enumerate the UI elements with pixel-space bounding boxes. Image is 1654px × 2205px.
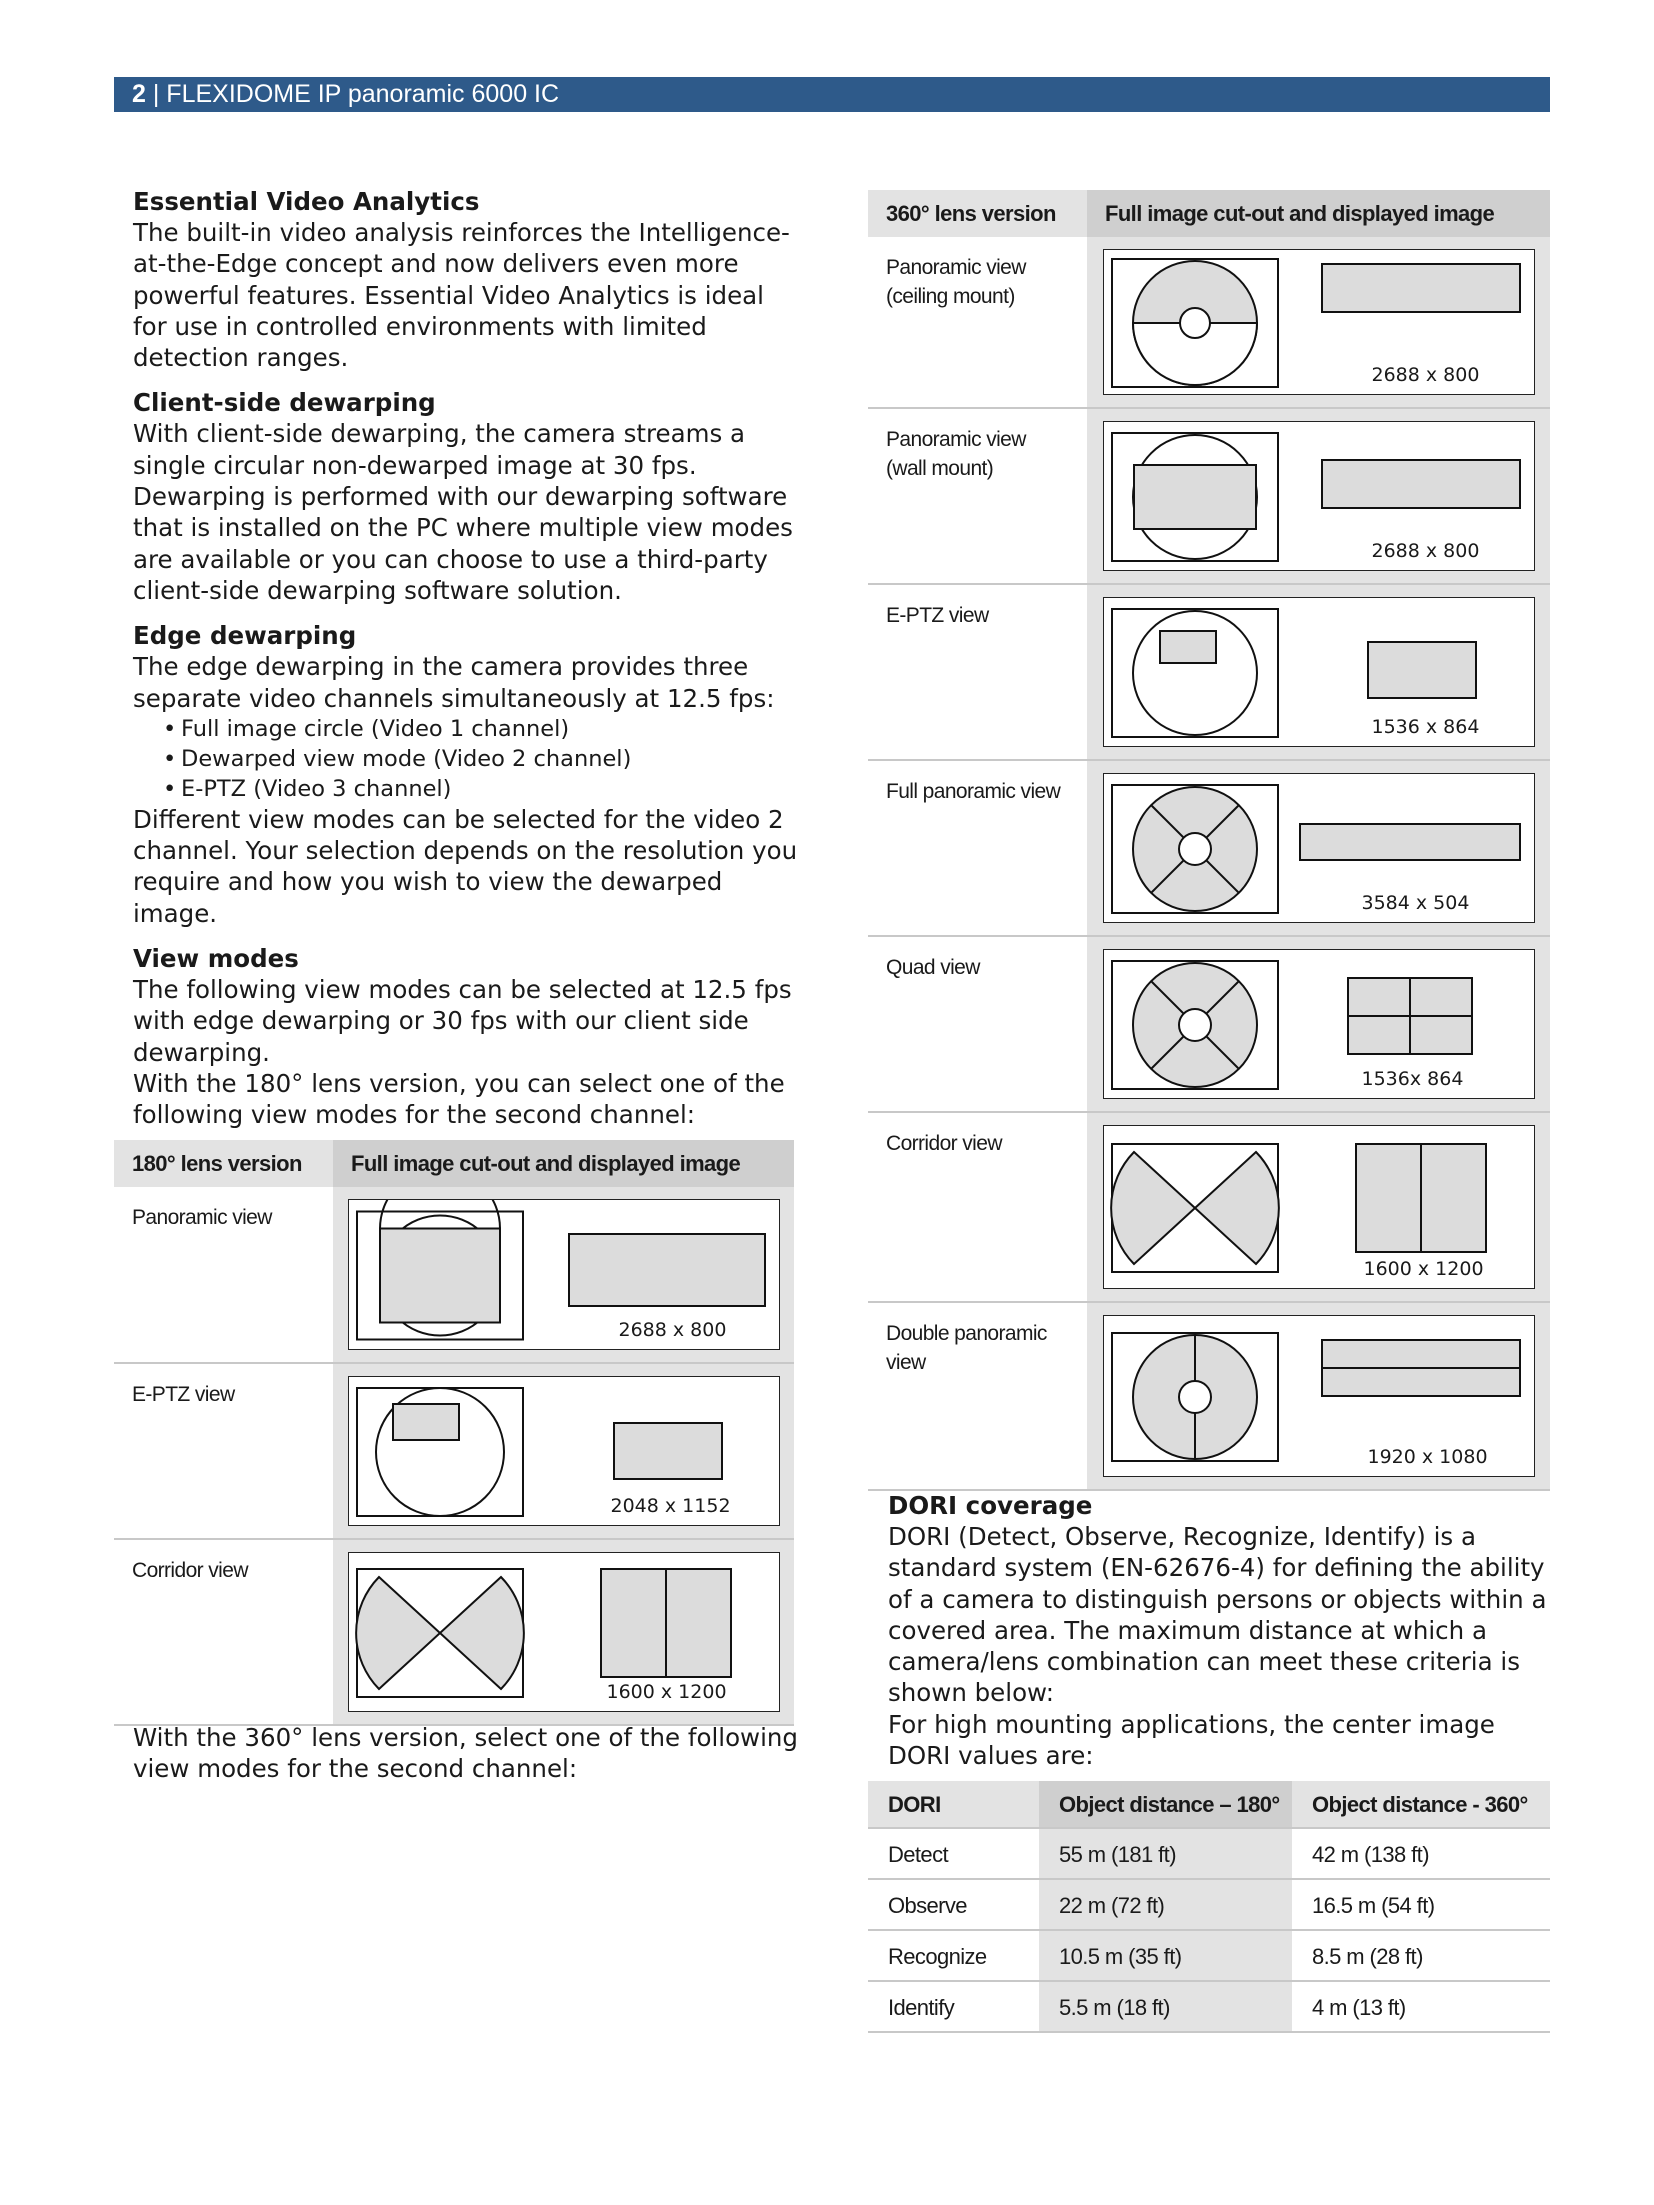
- table-cell: Recognize: [888, 1944, 987, 1969]
- resolution-label: 1536x 864: [1361, 1068, 1464, 1090]
- table-cell: Detect: [888, 1842, 948, 1867]
- table-row: [868, 1880, 1550, 1931]
- view-mode-label: Double panoramic view: [886, 1322, 1047, 1374]
- table-cell: 55 m (181 ft): [1039, 1829, 1292, 1878]
- page-header: [114, 77, 1550, 112]
- table-row-corridor: [114, 1540, 794, 1726]
- diagram-graphic: [1104, 950, 1536, 1100]
- section-body: With client-side dewarping, the camera streams a single circular non-dewarped image at 30 fps. Dewarping is performed with our dewarping software that is installed on the PC where multiple view modes are available or you can choose to use a third-party client-side dewarping software solution.: [133, 419, 793, 605]
- column-header: DORI: [868, 1781, 1039, 1827]
- resolution-label: 3584 x 504: [1361, 892, 1470, 914]
- section-client-side-dewarping: [133, 387, 803, 606]
- table-header: [868, 190, 1550, 237]
- view-mode-label: Panoramic view (ceiling mount): [886, 256, 1026, 308]
- table-cell: 4 m (13 ft): [1312, 1995, 1406, 2020]
- view-mode-diagram: [348, 1376, 780, 1526]
- page-number: 2: [132, 80, 146, 108]
- table-row-panoramic: [114, 1187, 794, 1364]
- section-heading: Client-side dewarping: [133, 388, 436, 418]
- resolution-label: 1600 x 1200: [1363, 1258, 1484, 1280]
- paragraph-360-intro: With the 360° lens version, select one of the following view modes for the second channel:: [133, 1723, 798, 1784]
- view-mode-label: Corridor view: [886, 1132, 1002, 1155]
- section-heading: View modes: [133, 944, 299, 974]
- resolution-label: 2688 x 800: [618, 1319, 727, 1341]
- image-cell: [1087, 237, 1550, 407]
- view-mode-diagram: [348, 1199, 780, 1350]
- section-body-2: With the 180° lens version, you can select one of the following view modes for the second channel:: [133, 1068, 785, 1130]
- resolution-label: 1600 x 1200: [606, 1681, 727, 1703]
- view-mode-diagram: [1103, 249, 1535, 395]
- image-cell: [1087, 761, 1550, 935]
- table-row-panoramic-ceiling: [868, 237, 1550, 409]
- table-row: [868, 1829, 1550, 1880]
- list-item: • Dewarped view mode (Video 2 channel): [163, 744, 803, 774]
- view-mode-diagram: [1103, 949, 1535, 1099]
- table-cell: 8.5 m (28 ft): [1312, 1944, 1423, 1969]
- table-cell: 16.5 m (54 ft): [1312, 1893, 1435, 1918]
- view-mode-label: Panoramic view: [132, 1206, 272, 1229]
- view-mode-diagram: [1103, 773, 1535, 923]
- view-mode-label: Quad view: [886, 956, 980, 979]
- view-mode-label: Full panoramic view: [886, 780, 1061, 803]
- table-row-full-panoramic: [868, 761, 1550, 937]
- image-cell: [1087, 585, 1550, 759]
- view-mode-diagram: [1103, 1315, 1535, 1477]
- image-cell: [1087, 1303, 1550, 1489]
- section-heading: Essential Video Analytics: [133, 187, 480, 216]
- table-row-e-ptz: [114, 1364, 794, 1540]
- section-body: The edge dewarping in the camera provides three separate video channels simultaneously at 12.5 fps:: [133, 652, 775, 713]
- table-row-e-ptz: [868, 585, 1550, 761]
- table-row: [868, 1931, 1550, 1982]
- section-body-2: Different view modes can be selected for the video 2 channel. Your selection depends on the resolution you require and how you wish to view the dewarped image.: [133, 804, 798, 928]
- column-header-image: Full image cut-out and displayed image: [1087, 190, 1550, 237]
- column-header-lens: 180° lens version: [114, 1140, 333, 1187]
- image-cell: [333, 1187, 794, 1362]
- table-360-lens: [868, 190, 1550, 1491]
- view-mode-diagram: [348, 1552, 780, 1712]
- view-mode-label: Panoramic view (wall mount): [886, 428, 1026, 480]
- image-cell: [333, 1364, 794, 1538]
- table-cell: 42 m (138 ft): [1312, 1842, 1429, 1867]
- table-cell: 5.5 m (18 ft): [1039, 1982, 1292, 2031]
- table-header: [114, 1140, 794, 1187]
- image-cell: [1087, 1113, 1550, 1301]
- section-heading: Edge dewarping: [133, 621, 357, 651]
- table-row-corridor: [868, 1113, 1550, 1303]
- resolution-label: 2688 x 800: [1371, 364, 1480, 386]
- column-header: Object distance – 180°: [1039, 1781, 1292, 1827]
- view-mode-label: Corridor view: [132, 1559, 248, 1582]
- view-mode-label: E-PTZ view: [886, 604, 989, 627]
- document-title: FLEXIDOME IP panoramic 6000 IC: [166, 80, 560, 108]
- table-header-row: [868, 1781, 1550, 1829]
- image-cell: [1087, 409, 1550, 583]
- left-column: [133, 186, 803, 1145]
- column-header-lens: 360° lens version: [868, 190, 1087, 237]
- section-edge-dewarping: [133, 620, 803, 929]
- section-dori-coverage: [888, 1490, 1548, 1771]
- table-cell: 10.5 m (35 ft): [1039, 1931, 1292, 1980]
- image-cell: [1087, 937, 1550, 1111]
- column-header: Object distance - 360°: [1292, 1781, 1550, 1827]
- view-mode-diagram: [1103, 597, 1535, 747]
- view-mode-diagram: [1103, 421, 1535, 571]
- table-cell: Observe: [888, 1893, 967, 1918]
- section-body: The following view modes can be selected at 12.5 fps with edge dewarping or 30 fps with our client side dewarping.: [133, 975, 792, 1067]
- section-essential-video-analytics: [133, 186, 803, 373]
- table-180-lens: [114, 1140, 794, 1726]
- section-body: The built-in video analysis reinforces the Intelligence-at-the-Edge concept and now delivers even more powerful features. Essential Video Analytics is ideal for use in controlled environments with limited detection ranges.: [133, 218, 790, 373]
- channel-list: [133, 714, 803, 804]
- table-cell: Identify: [888, 1995, 955, 2020]
- resolution-label: 2048 x 1152: [610, 1495, 731, 1517]
- table-row: [868, 1982, 1550, 2033]
- section-view-modes: [133, 943, 803, 1130]
- table-row-panoramic-wall: [868, 409, 1550, 585]
- image-cell: [333, 1540, 794, 1724]
- list-item: • Full image circle (Video 1 channel): [163, 714, 803, 744]
- table-row-double-panoramic: [868, 1303, 1550, 1491]
- table-cell: 22 m (72 ft): [1039, 1880, 1292, 1929]
- header-separator: |: [145, 80, 167, 108]
- resolution-label: 1920 x 1080: [1367, 1446, 1488, 1468]
- column-header-image: Full image cut-out and displayed image: [333, 1140, 794, 1187]
- view-mode-label: E-PTZ view: [132, 1383, 235, 1406]
- section-body-2: For high mounting applications, the center image DORI values are:: [888, 1709, 1495, 1771]
- list-item: • E-PTZ (Video 3 channel): [163, 774, 803, 804]
- resolution-label: 1536 x 864: [1371, 716, 1480, 738]
- dori-table: [868, 1781, 1550, 2033]
- view-mode-diagram: [1103, 1125, 1535, 1289]
- section-body: DORI (Detect, Observe, Recognize, Identify) is a standard system (EN-62676-4) for defining the ability of a camera to distinguish persons or objects within a covered area. The maximum distance at which a camera/lens combination can meet these criteria is shown below:: [888, 1522, 1547, 1708]
- resolution-label: 2688 x 800: [1371, 540, 1480, 562]
- section-heading: DORI coverage: [888, 1491, 1093, 1520]
- diagram-graphic: [1104, 774, 1536, 924]
- table-row-quad: [868, 937, 1550, 1113]
